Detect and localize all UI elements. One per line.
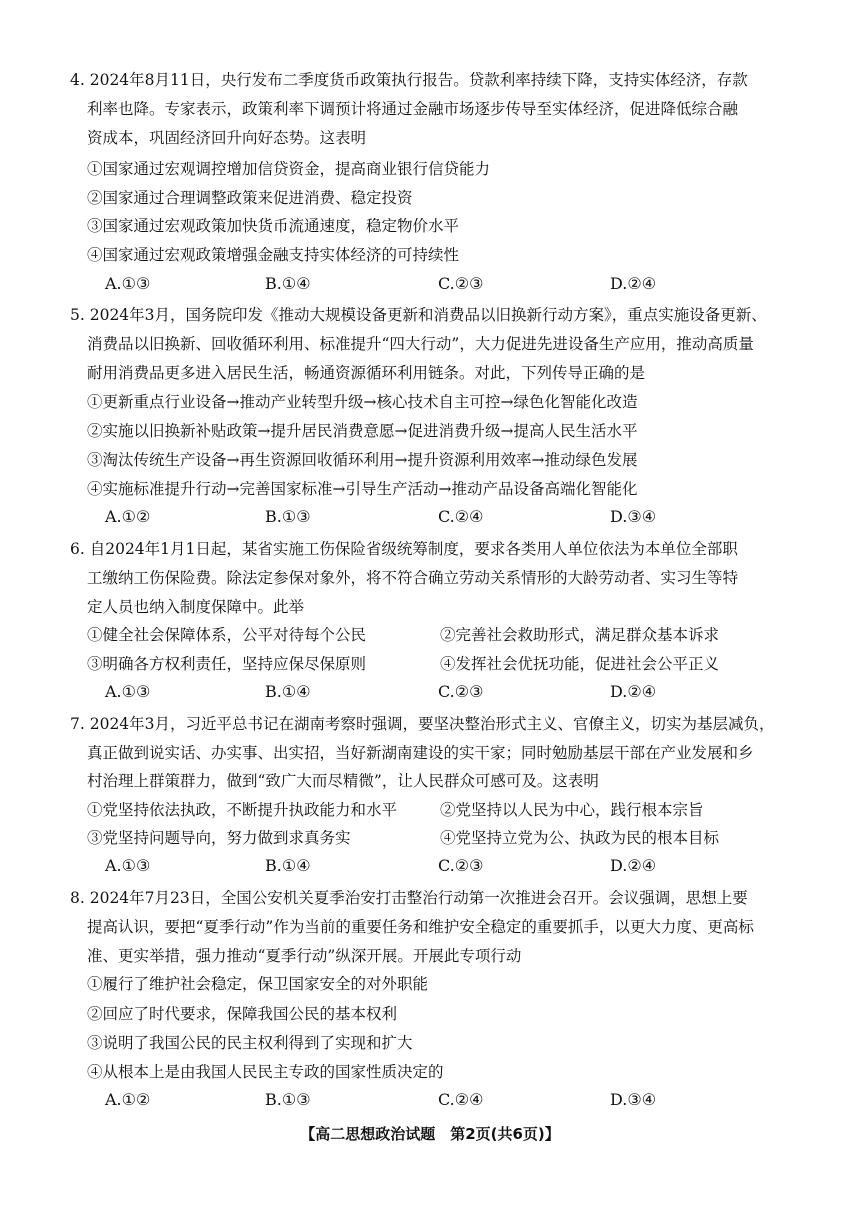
q6-option-row-2 xyxy=(87,650,860,678)
q7-choices xyxy=(0,852,860,880)
q6-stem-line-2: 工缴纳工伤保险费。除法定参保对象外，将不符合确立劳动关系情形的大龄劳动者、实习生等特 xyxy=(87,569,739,587)
q6-option-row-1 xyxy=(87,621,860,649)
q5-choice-d[interactable]: D.③④ xyxy=(610,507,657,526)
q6-choice-c[interactable]: C.②③ xyxy=(438,682,484,701)
q8-stem-line-3: 准、更实举措，强力推动“夏季行动”纵深开展。开展此专项行动 xyxy=(87,947,522,965)
q4-stem-line-1: 4. 2024年8月11日，央行发布二季度货币政策执行报告。贷款利率持续下降，支持实体经济，存款 xyxy=(70,71,748,89)
q8-option-4: ④从根本上是由我国人民民主专政的国家性质决定的 xyxy=(87,1063,444,1081)
q4-stem-line-2: 利率也降。专家表示，政策利率下调预计将通过金融市场逐步传导至实体经济，促进降低综合融 xyxy=(87,100,739,118)
q5-choice-b[interactable]: B.①③ xyxy=(265,507,311,526)
q7-choice-d[interactable]: D.②④ xyxy=(610,856,657,875)
q8-stem-line-1: 8. 2024年7月23日，全国公安机关夏季治安打击整治行动第一次推进会召开。会议强调，思想上要 xyxy=(70,889,748,907)
q7-option-2: ②党坚持以人民为中心，践行根本宗旨 xyxy=(440,801,704,819)
q5-option-2: ②实施以旧换新补贴政策→提升居民消费意愿→促进消费升级→提高人民生活水平 xyxy=(87,422,638,440)
q5-option-4: ④实施标准提升行动→完善国家标准→引导生产活动→推动产品设备高端化智能化 xyxy=(87,480,638,498)
q7-option-4: ④党坚持立党为公、执政为民的根本目标 xyxy=(440,829,720,847)
q7-stem-line-3: 村治理上群策群力，做到“致广大而尽精微”，让人民群众可感可及。这表明 xyxy=(87,772,599,790)
q5-option-3: ③淘汰传统生产设备→再生资源回收循环利用→提升资源利用效率→推动绿色发展 xyxy=(87,451,638,469)
q4-option-2: ②国家通过合理调整政策来促进消费、稳定投资 xyxy=(87,189,413,207)
q8-option-1: ①履行了维护社会稳定，保卫国家安全的对外职能 xyxy=(87,975,429,993)
q8-choice-a[interactable]: A.①② xyxy=(105,1090,151,1109)
q6-choices xyxy=(0,678,860,706)
q7-stem-line-1: 7. 2024年3月，习近平总书记在湖南考察时强调，要坚决整治形式主义、官僚主义，切实为基层减负， xyxy=(70,715,775,733)
q8-choice-c[interactable]: C.②④ xyxy=(438,1090,484,1109)
q6-option-2: ②完善社会救助形式，满足群众基本诉求 xyxy=(440,626,720,644)
q4-option-3: ③国家通过宏观政策加快货币流通速度，稳定物价水平 xyxy=(87,217,460,235)
q8-option-2: ②回应了时代要求，保障我国公民的基本权利 xyxy=(87,1005,398,1023)
q7-option-row-2 xyxy=(87,824,860,852)
q5-stem-line-2: 消费品以旧换新、回收循环利用、标准提升“四大行动”，大力促进先进设备生产应用，推动高质量 xyxy=(87,335,754,353)
q7-choice-c[interactable]: C.②③ xyxy=(438,856,484,875)
q7-choice-b[interactable]: B.①④ xyxy=(265,856,311,875)
q6-option-3: ③明确各方权利责任，坚持应保尽保原则 xyxy=(87,655,367,673)
q5-choice-a[interactable]: A.①② xyxy=(105,507,151,526)
q8-option-3: ③说明了我国公民的民主权利得到了实现和扩大 xyxy=(87,1034,413,1052)
q5-stem-line-1: 5. 2024年3月，国务院印发《推动大规模设备更新和消费品以旧换新行动方案》，重点实施设备更新、 xyxy=(70,306,767,324)
q4-choice-c[interactable]: C.②③ xyxy=(438,274,484,293)
q8-choice-b[interactable]: B.①③ xyxy=(265,1090,311,1109)
q5-choices xyxy=(0,503,860,531)
q4-option-1: ①国家通过宏观调控增加信贷资金，提高商业银行信贷能力 xyxy=(87,160,491,178)
q4-choice-a[interactable]: A.①③ xyxy=(105,274,151,293)
page-footer: 【高二思想政治试题 第2页(共6页)】 xyxy=(300,1125,560,1143)
q6-choice-a[interactable]: A.①③ xyxy=(105,682,151,701)
q4-stem-line-3: 资成本，巩固经济回升向好态势。这表明 xyxy=(87,129,367,147)
q4-choice-d[interactable]: D.②④ xyxy=(610,274,657,293)
q4-choice-b[interactable]: B.①④ xyxy=(265,274,311,293)
q7-option-1: ①党坚持依法执政，不断提升执政能力和水平 xyxy=(87,801,398,819)
q6-choice-b[interactable]: B.①④ xyxy=(265,682,311,701)
q8-choice-d[interactable]: D.③④ xyxy=(610,1090,657,1109)
q6-choice-d[interactable]: D.②④ xyxy=(610,682,657,701)
q6-option-1: ①健全社会保障体系，公平对待每个公民 xyxy=(87,626,367,644)
q4-option-4: ④国家通过宏观政策增强金融支持实体经济的可持续性 xyxy=(87,246,460,264)
q7-choice-a[interactable]: A.①③ xyxy=(105,856,151,875)
q7-option-row-1 xyxy=(87,796,860,824)
q7-option-3: ③党坚持问题导向，努力做到求真务实 xyxy=(87,829,351,847)
q5-stem-line-3: 耐用消费品更多进入居民生活，畅通资源循环利用链条。对此，下列传导正确的是 xyxy=(87,364,646,382)
q6-stem-line-3: 定人员也纳入制度保障中。此举 xyxy=(87,598,305,616)
q5-option-1: ①更新重点行业设备→推动产业转型升级→核心技术自主可控→绿色化智能化改造 xyxy=(87,393,638,411)
q7-stem-line-2: 真正做到说实话、办实事、出实招，当好新湖南建设的实干家；同时勉励基层干部在产业发展和乡 xyxy=(87,744,754,762)
q4-choices xyxy=(0,270,860,298)
q6-stem-line-1: 6. 自2024年1月1日起，某省实施工伤保险省级统筹制度，要求各类用人单位依法为本单位全部职 xyxy=(70,540,738,558)
q8-choices xyxy=(0,1086,860,1114)
q8-stem-line-2: 提高认识，要把“夏季行动”作为当前的重要任务和维护安全稳定的重要抓手，以更大力度、更高标 xyxy=(87,918,754,936)
q5-choice-c[interactable]: C.②④ xyxy=(438,507,484,526)
q6-option-4: ④发挥社会优抚功能，促进社会公平正义 xyxy=(440,655,720,673)
